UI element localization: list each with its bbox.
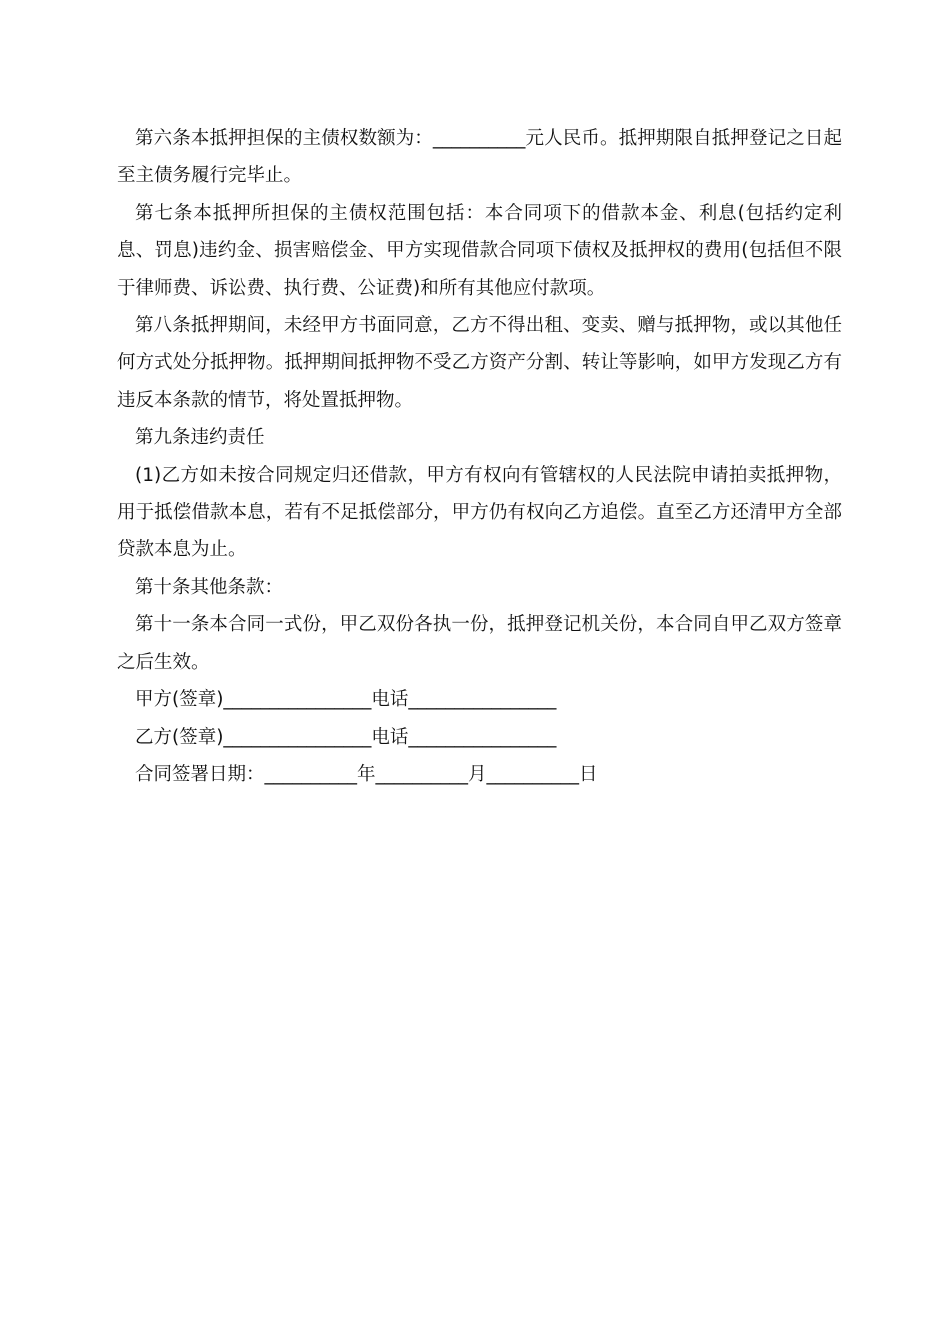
clause-9-heading: 第九条违约责任 <box>135 427 265 449</box>
clause-8-paragraph: 第八条抵押期间，未经甲方书面同意，乙方不得出租、变卖、赠与抵押物，或以其他任何方式处分抵押物。抵押期间抵押物不受乙方资产分割、转让等影响，如甲方发现乙方有违反本条款的情节，将处置抵押物。 <box>117 315 842 411</box>
signing-date-line: 合同签署日期：__________年__________月__________日 <box>135 763 598 785</box>
clause-9-item-1: (1)乙方如未按合同规定归还借款，甲方有权向有管辖权的人民法院申请拍卖抵押物，用于抵偿借款本息，若有不足抵偿部分，甲方仍有权向乙方追偿。直至乙方还清甲方全部贷款本息为止。 <box>117 464 842 561</box>
clause-10-paragraph: 第十条其他条款： <box>135 576 284 598</box>
clause-7-paragraph: 第七条本抵押所担保的主债权范围包括：本合同项下的借款本金、利息(包括约定利息、罚息)违约金、损害赔偿金、甲方实现借款合同项下债权及抵押权的费用(包括但不限于律师费、诉讼费、执行费、公证费)和所有其他应付款项。 <box>117 202 842 299</box>
party-a-signature-line: 甲方(签章)________________电话________________ <box>135 689 557 711</box>
clause-6-paragraph: 第六条本抵押担保的主债权数额为：__________元人民币。抵押期限自抵押登记之日起至主债务履行完毕止。 <box>117 128 842 187</box>
clause-11-paragraph: 第十一条本合同一式份，甲乙双份各执一份，抵押登记机关份，本合同自甲乙双方签章之后生效。 <box>117 614 842 673</box>
party-b-signature-line: 乙方(签章)________________电话________________ <box>135 726 557 748</box>
document-page <box>117 120 842 793</box>
